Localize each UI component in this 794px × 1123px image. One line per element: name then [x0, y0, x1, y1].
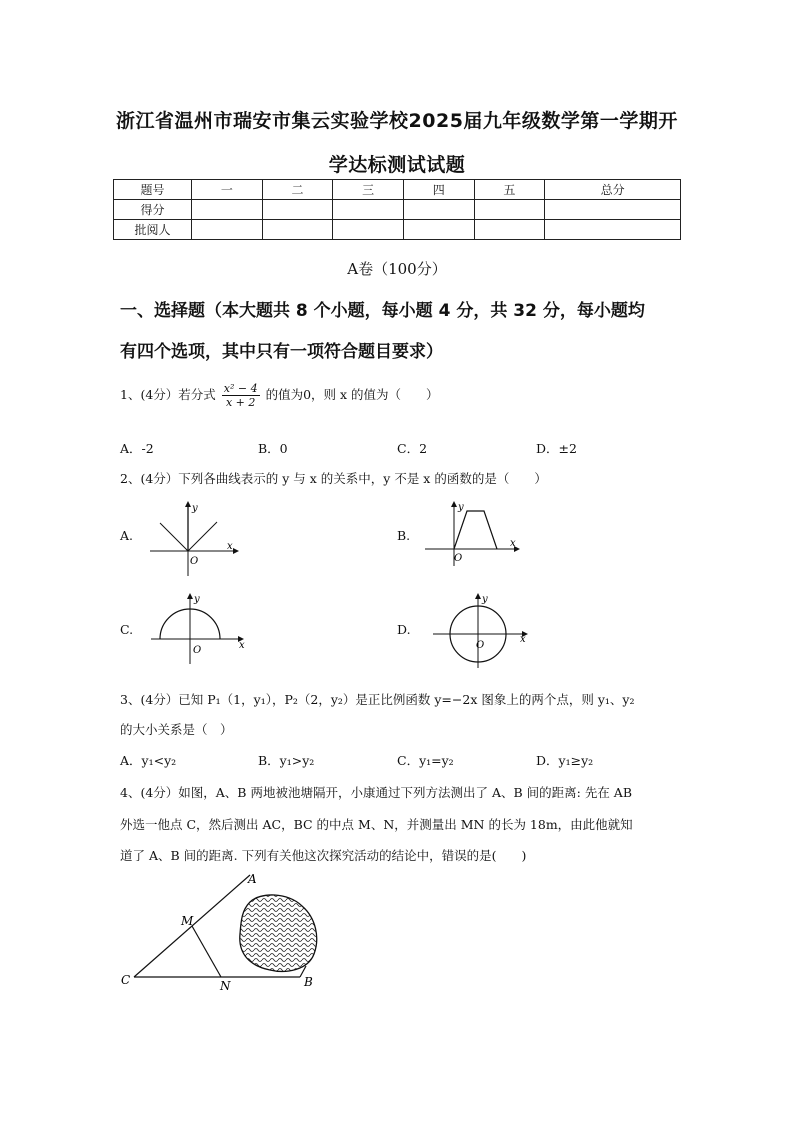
question-1-suffix: 的值为0，则 x 的值为（ ）: [265, 387, 439, 402]
score-cell[interactable]: [333, 220, 404, 240]
table-header-cell: 总分: [545, 180, 681, 200]
option-b[interactable]: B.: [397, 528, 411, 543]
y-label: y: [482, 594, 488, 605]
graph-d: [430, 590, 530, 670]
section-heading: 一、选择题（本大题共 8 个小题，每小题 4 分，共 32 分，每小题均: [120, 301, 645, 321]
score-cell[interactable]: [545, 200, 681, 220]
point-a-label: A: [248, 872, 257, 886]
table-header-cell: 五: [474, 180, 545, 200]
volume-heading: A卷（100分）: [347, 260, 447, 278]
score-cell[interactable]: [545, 220, 681, 240]
option-a[interactable]: A．y₁<y₂: [120, 753, 177, 768]
x-label: x: [239, 640, 245, 651]
y-label: y: [194, 594, 200, 605]
question-4-line2: 外选一他点 C，然后测出 AC，BC 的中点 M、N，并测量出 MN 的长为 18m，由此他就知: [120, 817, 633, 832]
table-row-label: 得分: [114, 200, 192, 220]
section-heading-line2: 有四个选项，其中只有一项符合题目要求）: [120, 342, 443, 362]
x-label: x: [520, 634, 526, 645]
origin-label: O: [454, 553, 463, 564]
curve: [188, 522, 217, 551]
option-d[interactable]: D．y₁≥y₂: [536, 753, 594, 768]
table-row: [114, 180, 681, 200]
point-b-label: B: [304, 975, 313, 989]
question-3: 3、(4分）已知 P₁（1，y₁），P₂（2，y₂）是正比例函数 y=−2x 图象上的两个点，则 y₁、y₂: [120, 692, 635, 707]
y-axis-arrow: [475, 593, 481, 599]
curve: [454, 511, 497, 549]
question-3-line2: 的大小关系是（ ）: [120, 722, 233, 737]
question-1-prefix: 1、(4分）若分式: [120, 387, 216, 402]
option-c[interactable]: C．y₁=y₂: [397, 753, 454, 768]
table-header-cell: 三: [333, 180, 404, 200]
page-title: 浙江省温州市瑞安市集云实验学校2025届九年级数学第一学期开: [116, 110, 678, 132]
table-row-label: 批阅人: [114, 220, 192, 240]
fraction-denominator: x + 2: [225, 396, 256, 409]
table-row: [114, 220, 681, 240]
score-cell[interactable]: [403, 200, 474, 220]
table-row: [114, 200, 681, 220]
origin-label: O: [190, 556, 199, 567]
score-table: [113, 179, 681, 240]
option-a[interactable]: A.: [120, 528, 134, 543]
table-header-cell: 一: [192, 180, 263, 200]
point-n-label: N: [220, 979, 231, 992]
x-axis-arrow: [233, 548, 239, 554]
page-title-line2: 学达标测试试题: [328, 154, 466, 176]
origin-label: O: [193, 645, 202, 656]
fraction: [222, 382, 260, 409]
option-c[interactable]: C．2: [397, 441, 428, 456]
x-label: x: [510, 538, 516, 549]
score-cell[interactable]: [262, 220, 333, 240]
segment-mn: [192, 926, 221, 977]
x-label: x: [227, 541, 233, 552]
y-axis-arrow: [451, 501, 457, 507]
y-label: y: [192, 503, 198, 514]
score-cell[interactable]: [474, 200, 545, 220]
score-cell[interactable]: [333, 200, 404, 220]
fraction-numerator: x² − 4: [223, 382, 258, 395]
pond: [240, 895, 317, 972]
point-m-label: M: [181, 914, 194, 928]
graph-b: [422, 498, 522, 570]
question-2: 2、(4分）下列各曲线表示的 y 与 x 的关系中，y 不是 x 的函数的是（ ）: [120, 471, 547, 486]
table-header-cell: 四: [403, 180, 474, 200]
score-cell[interactable]: [403, 220, 474, 240]
origin-label: O: [476, 640, 485, 651]
option-d[interactable]: D．±2: [536, 441, 577, 456]
option-b[interactable]: B．0: [258, 441, 288, 456]
option-d[interactable]: D.: [397, 622, 411, 637]
score-cell[interactable]: [262, 200, 333, 220]
option-a[interactable]: A．-2: [120, 441, 154, 456]
graph-a: [145, 498, 240, 580]
point-c-label: C: [121, 973, 131, 987]
graph-c: [148, 590, 248, 666]
curve: [160, 523, 188, 551]
question-4-line3: 道了 A、B 间的距离. 下列有关他这次探究活动的结论中，错误的是( ): [120, 848, 527, 863]
y-axis-arrow: [187, 593, 193, 599]
option-b[interactable]: B．y₁>y₂: [258, 753, 315, 768]
question-4: 4、(4分）如图，A、B 两地被池塘隔开，小康通过下列方法测出了 A、B 间的距离: 先在 AB: [120, 785, 633, 800]
pond-figure: [110, 862, 330, 992]
y-label: y: [458, 502, 464, 513]
score-cell[interactable]: [192, 200, 263, 220]
table-header-cell: 二: [262, 180, 333, 200]
table-header-cell: 题号: [114, 180, 192, 200]
score-cell[interactable]: [192, 220, 263, 240]
question-1: [120, 382, 439, 409]
score-cell[interactable]: [474, 220, 545, 240]
option-c[interactable]: C.: [120, 622, 134, 637]
